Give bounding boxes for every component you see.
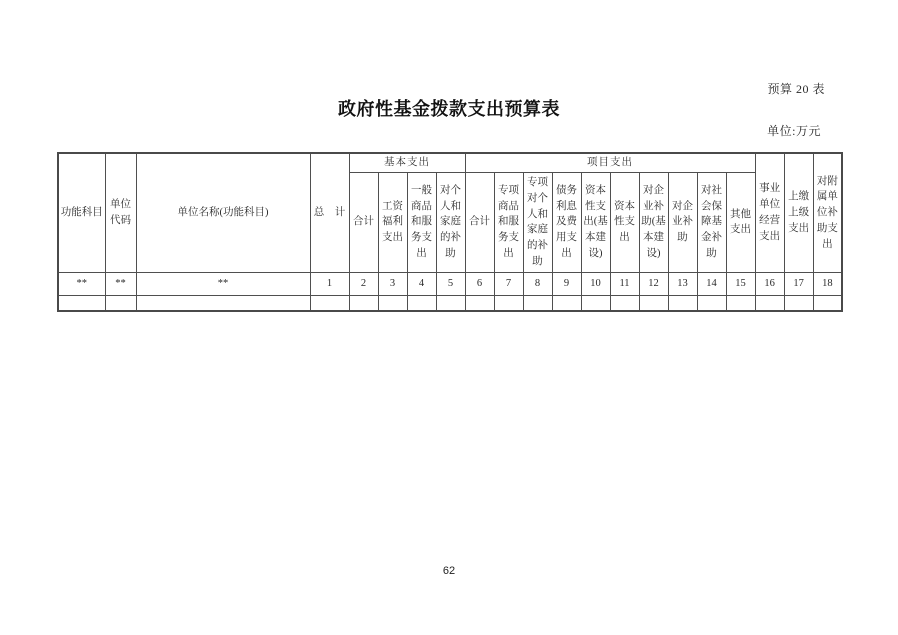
data-cell: [639, 295, 668, 311]
subheader-debt-interest-fees: 债务利息及费用支出: [552, 172, 581, 272]
header-functional-subject: 功能科目: [58, 153, 105, 272]
subheader-project-total: 合计: [465, 172, 494, 272]
page-number: 62: [442, 565, 456, 577]
subheader-social-security-fund-subsidy: 对社会保障基金补助: [697, 172, 726, 272]
colnum-8: 8: [523, 272, 552, 295]
header-business-operation: 事业单位经营支出: [755, 153, 784, 272]
subheader-salary-welfare: 工资福利支出: [378, 172, 407, 272]
data-cell: [523, 295, 552, 311]
colnum-func: **: [58, 272, 105, 295]
data-cell: [349, 295, 378, 311]
colnum-3: 3: [378, 272, 407, 295]
colnum-unit-code: **: [105, 272, 136, 295]
header-affiliate-subsidy: 对附属单位补助支出: [813, 153, 842, 272]
data-cell: [378, 295, 407, 311]
data-cell: [494, 295, 523, 311]
data-cell: [105, 295, 136, 311]
data-cell: [436, 295, 465, 311]
subheader-special-individual-family: 专项对个人和家庭的补助: [523, 172, 552, 272]
header-remit-to-superior: 上缴上级支出: [784, 153, 813, 272]
subheader-individual-family-subsidy: 对个人和家庭的补助: [436, 172, 465, 272]
subheader-capital-expenditure-construction: 资本性支出(基本建设): [581, 172, 610, 272]
colnum-11: 11: [610, 272, 639, 295]
data-cell: [668, 295, 697, 311]
data-cell: [465, 295, 494, 311]
colnum-5: 5: [436, 272, 465, 295]
header-group-basic-expenditure: 基本支出: [349, 153, 465, 172]
subheader-other-expenditure: 其他支出: [726, 172, 755, 272]
colnum-1: 1: [310, 272, 349, 295]
data-cell: [581, 295, 610, 311]
data-cell: [552, 295, 581, 311]
header-grand-total: 总 计: [310, 153, 349, 272]
colnum-10: 10: [581, 272, 610, 295]
colnum-14: 14: [697, 272, 726, 295]
data-cell: [755, 295, 784, 311]
colnum-2: 2: [349, 272, 378, 295]
data-cell: [310, 295, 349, 311]
colnum-7: 7: [494, 272, 523, 295]
colnum-17: 17: [784, 272, 813, 295]
colnum-16: 16: [755, 272, 784, 295]
data-cell: [726, 295, 755, 311]
data-cell: [136, 295, 310, 311]
data-cell: [58, 295, 105, 311]
subheader-capital-expenditure: 资本性支出: [610, 172, 639, 272]
colnum-6: 6: [465, 272, 494, 295]
header-unit-name: 单位名称(功能科目): [136, 153, 310, 272]
table-number-label: 预算 20 表: [767, 82, 825, 96]
unit-label: 单位:万元: [767, 124, 821, 138]
header-group-project-expenditure: 项目支出: [465, 153, 755, 172]
colnum-4: 4: [407, 272, 436, 295]
colnum-12: 12: [639, 272, 668, 295]
subheader-enterprise-subsidy-construction: 对企业补助(基本建设): [639, 172, 668, 272]
colnum-15: 15: [726, 272, 755, 295]
subheader-general-goods-services: 一般商品和服务支出: [407, 172, 436, 272]
colnum-13: 13: [668, 272, 697, 295]
data-cell: [610, 295, 639, 311]
subheader-basic-total: 合计: [349, 172, 378, 272]
colnum-9: 9: [552, 272, 581, 295]
colnum-18: 18: [813, 272, 842, 295]
subheader-special-goods-services: 专项商品和服务支出: [494, 172, 523, 272]
budget-table: [57, 152, 843, 312]
header-unit-code: 单位代码: [105, 153, 136, 272]
page-title: 政府性基金拨款支出预算表: [338, 99, 560, 119]
data-cell: [407, 295, 436, 311]
data-cell: [784, 295, 813, 311]
data-cell: [697, 295, 726, 311]
data-cell: [813, 295, 842, 311]
colnum-unit-name: **: [136, 272, 310, 295]
subheader-enterprise-subsidy: 对企业补助: [668, 172, 697, 272]
